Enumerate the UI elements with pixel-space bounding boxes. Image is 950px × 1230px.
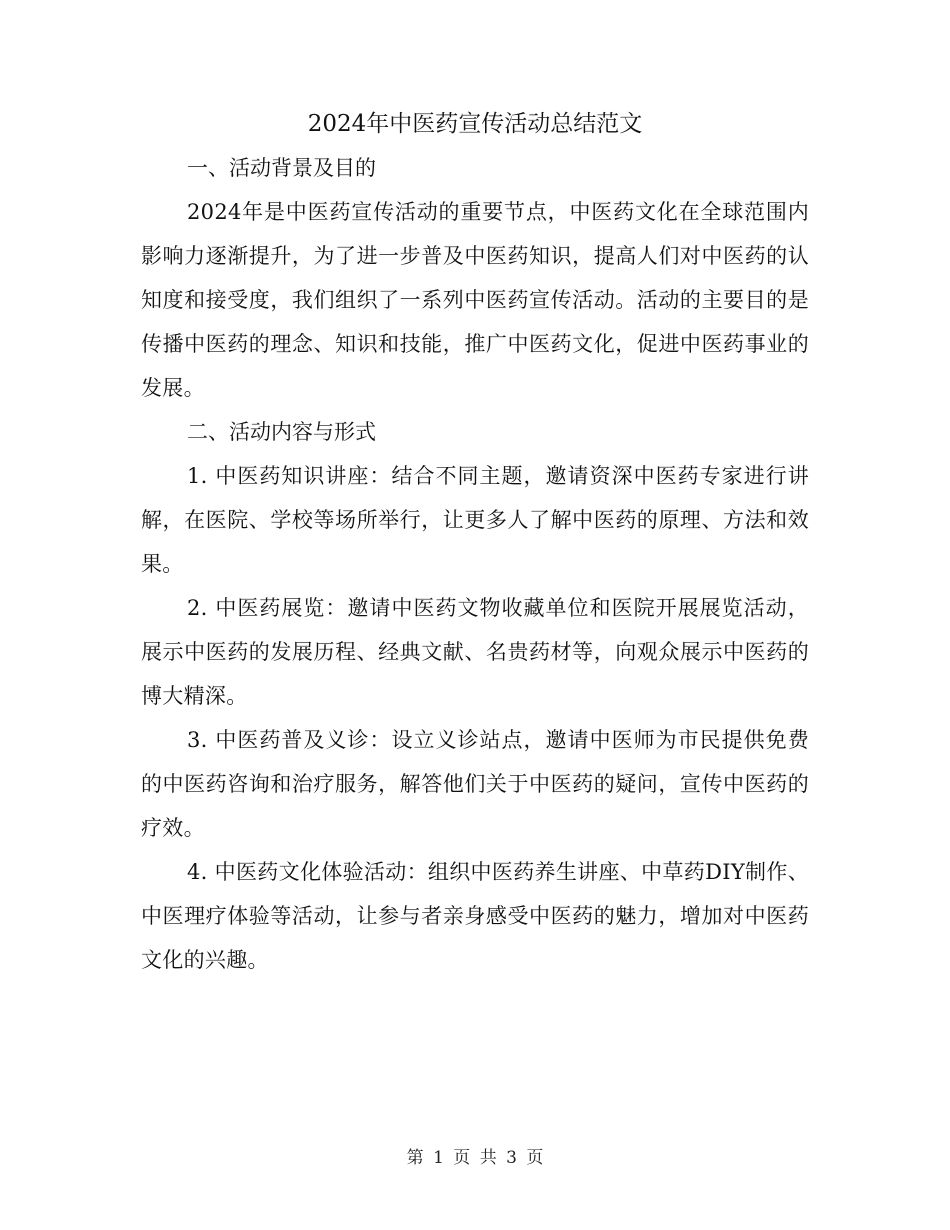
section-heading: 二、活动内容与形式 xyxy=(187,420,376,444)
paragraph: 2024年是中医药宣传活动的重要节点，中医药文化在全球范围内影响力逐渐提升，为了进一步普及中医药知识，提高人们对中医药的认知度和接受度，我们组织了一系列中医药宣传活动。活动的主要目的是传播中医药的理念、知识和技能，推广中医药文化，促进中医药事业的发展。 xyxy=(141,200,809,400)
document-body xyxy=(141,102,809,982)
list-item-lectures: 1. 中医药知识讲座：结合不同主题，邀请资深中医药专家进行讲解，在医院、学校等场所举行，让更多人了解中医药的原理、方法和效果。 xyxy=(141,464,809,576)
list-item-free-clinic: 3. 中医药普及义诊：设立义诊站点，邀请中医师为市民提供免费的中医药咨询和治疗服务，解答他们关于中医药的疑问，宣传中医药的疗效。 xyxy=(141,728,809,840)
section-heading: 一、活动背景及目的 xyxy=(187,156,376,180)
section-background xyxy=(141,146,809,410)
page-number-footer: 第 1 页 共 3 页 xyxy=(406,1148,544,1168)
list-item-exhibition: 2. 中医药展览：邀请中医药文物收藏单位和医院开展展览活动，展示中医药的发展历程、经典文献、名贵药材等，向观众展示中医药的博大精深。 xyxy=(141,596,809,708)
document-title: 2024年中医药宣传活动总结范文 xyxy=(307,111,643,137)
list-item-culture-experience: 4. 中医药文化体验活动：组织中医药养生讲座、中草药DIY制作、中医理疗体验等活动，让参与者亲身感受中医药的魅力，增加对中医药文化的兴趣。 xyxy=(141,860,809,972)
section-content-format xyxy=(141,410,809,982)
